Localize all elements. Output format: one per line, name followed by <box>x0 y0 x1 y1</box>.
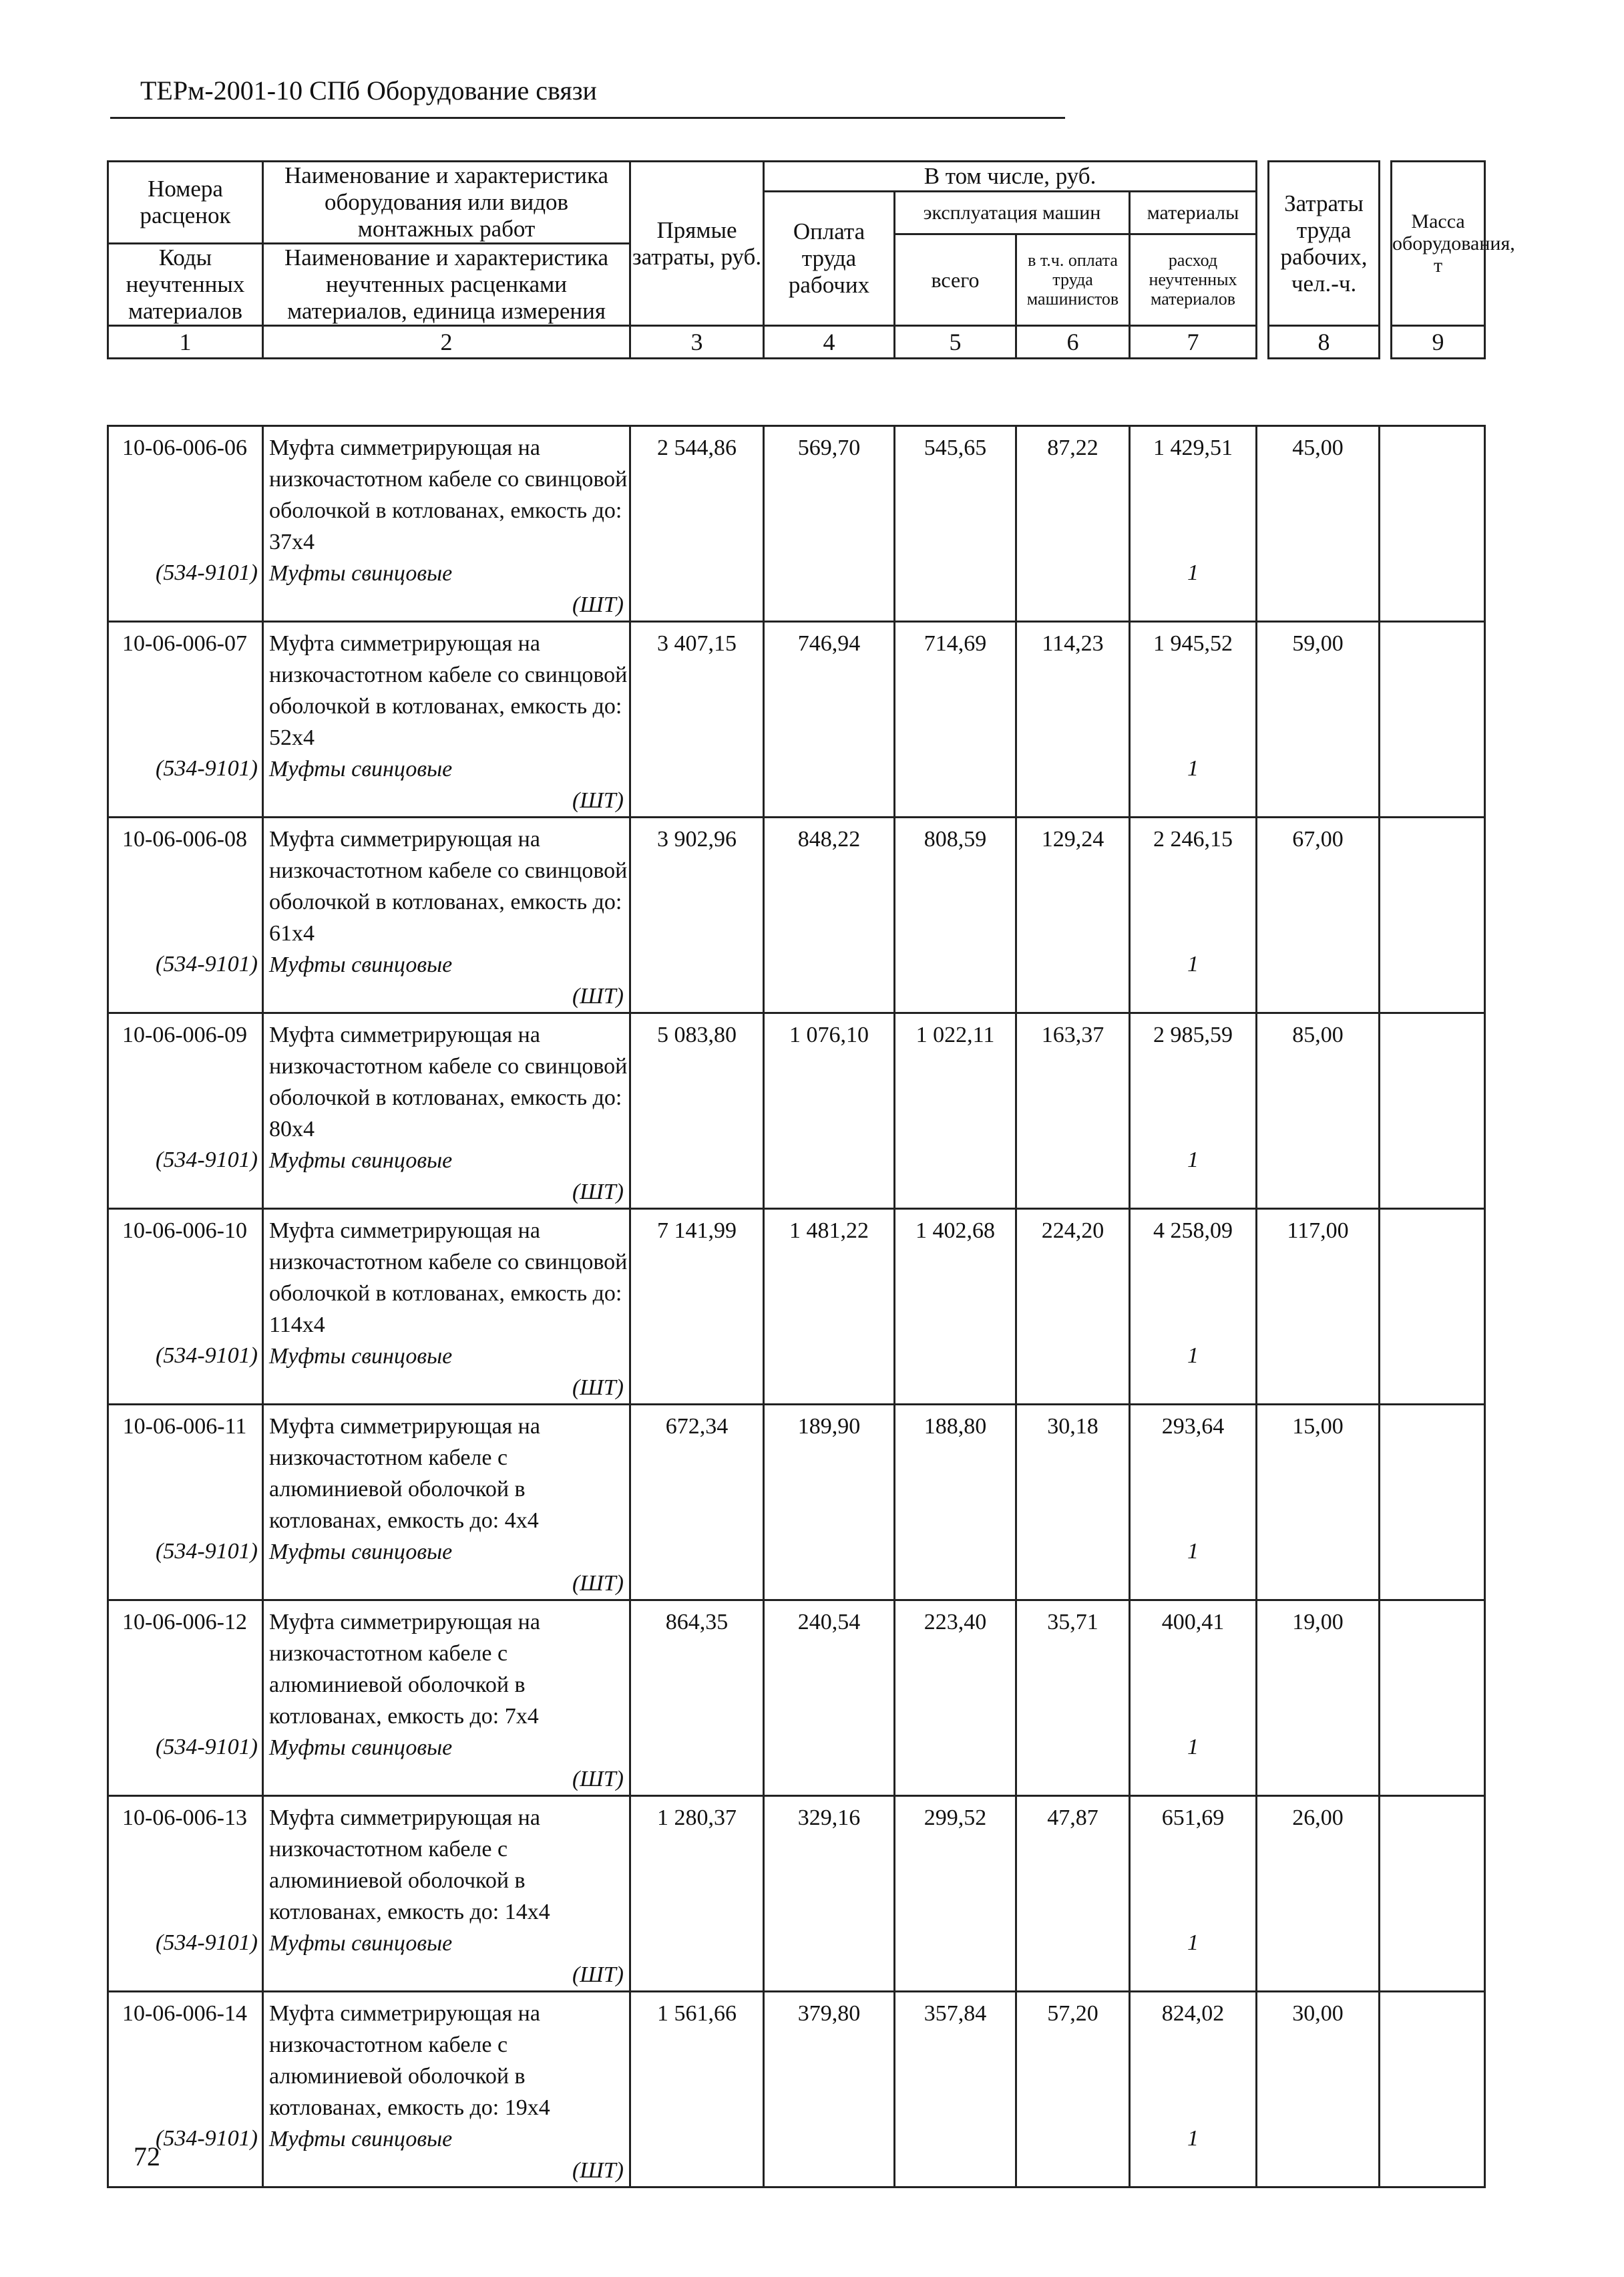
equipment-mass <box>1380 1796 1485 1992</box>
col-num: 5 <box>895 326 1016 359</box>
rate-code-cell <box>108 1013 263 1209</box>
material-quantity: 1 <box>1187 1148 1199 1172</box>
description-cell <box>263 1405 630 1600</box>
table-row <box>108 1600 1485 1796</box>
machines-total: 1 402,68 <box>895 1209 1016 1405</box>
rate-code: 10-06-006-06 <box>122 435 247 460</box>
material-unit: (ШТ) <box>572 788 624 813</box>
col-num: 8 <box>1269 326 1380 359</box>
machines-total: 808,59 <box>895 818 1016 1013</box>
material-name: Муфты свинцовые <box>269 1735 453 1760</box>
work-description: Муфта симметрирующая на низкочастотном кабеле с алюминиевой оболочкой в котлованах, емкость до: 14х4 <box>269 1805 550 1924</box>
machines-total: 714,69 <box>895 622 1016 818</box>
machines-total: 1 022,11 <box>895 1013 1016 1209</box>
labor-pay: 1 481,22 <box>764 1209 895 1405</box>
table-row <box>108 1209 1485 1405</box>
table-row <box>108 1992 1485 2187</box>
material-unit: (ШТ) <box>572 1375 624 1400</box>
description-cell <box>263 1600 630 1796</box>
work-description: Муфта симметрирующая на низкочастотном кабеле со свинцовой оболочкой в котлованах, емкость до: 52х4 <box>269 631 628 750</box>
materials-cost: 1 945,52 <box>1153 631 1233 656</box>
header-name-top: Наименование и характеристика оборудования или видов монтажных работ <box>263 162 630 244</box>
materials-cost: 4 258,09 <box>1153 1218 1233 1243</box>
direct-costs: 672,34 <box>630 1405 764 1600</box>
table-row <box>108 1405 1485 1600</box>
header-machines: эксплуатация машин <box>895 192 1130 234</box>
description-cell <box>263 1013 630 1209</box>
machinist-pay: 114,23 <box>1016 622 1130 818</box>
rate-code-cell <box>108 1992 263 2187</box>
labor-hours: 85,00 <box>1257 1013 1380 1209</box>
labor-hours: 19,00 <box>1257 1600 1380 1796</box>
table-row <box>108 1013 1485 1209</box>
rate-code: 10-06-006-14 <box>122 2001 247 2026</box>
col-num: 9 <box>1392 326 1485 359</box>
materials-cell <box>1130 426 1257 622</box>
material-name: Муфты свинцовые <box>269 952 453 977</box>
material-code: (534-9101) <box>156 1148 258 1172</box>
equipment-mass <box>1380 1405 1485 1600</box>
col-num: 7 <box>1130 326 1257 359</box>
equipment-mass <box>1380 1992 1485 2187</box>
labor-pay: 189,90 <box>764 1405 895 1600</box>
machines-total: 223,40 <box>895 1600 1016 1796</box>
equipment-mass <box>1380 818 1485 1013</box>
machinist-pay: 129,24 <box>1016 818 1130 1013</box>
header-group: В том числе, руб. <box>764 162 1257 192</box>
header-code-top: Номера расценок <box>108 162 263 244</box>
equipment-mass <box>1380 1209 1485 1405</box>
work-description: Муфта симметрирующая на низкочастотном кабеле со свинцовой оболочкой в котлованах, емкость до: 37х4 <box>269 435 628 554</box>
description-cell <box>263 818 630 1013</box>
material-quantity: 1 <box>1187 1930 1199 1955</box>
header-table <box>107 160 1515 359</box>
labor-hours: 30,00 <box>1257 1992 1380 2187</box>
table-row <box>108 818 1485 1013</box>
rate-code-cell <box>108 426 263 622</box>
materials-cost: 1 429,51 <box>1153 435 1233 460</box>
rate-code: 10-06-006-13 <box>122 1805 247 1830</box>
direct-costs: 3 902,96 <box>630 818 764 1013</box>
materials-cell <box>1130 1405 1257 1600</box>
direct-costs: 3 407,15 <box>630 622 764 818</box>
material-name: Муфты свинцовые <box>269 757 453 781</box>
labor-pay: 569,70 <box>764 426 895 622</box>
header-mass: Масса оборудования, т <box>1392 162 1485 326</box>
materials-cell <box>1130 818 1257 1013</box>
machinist-pay: 35,71 <box>1016 1600 1130 1796</box>
materials-cost: 2 985,59 <box>1153 1023 1233 1047</box>
header-labor-pay: Оплата труда рабочих <box>764 192 895 326</box>
table-row <box>108 622 1485 818</box>
labor-hours: 59,00 <box>1257 622 1380 818</box>
machinist-pay: 57,20 <box>1016 1992 1130 2187</box>
machinist-pay: 87,22 <box>1016 426 1130 622</box>
equipment-mass <box>1380 622 1485 818</box>
materials-cell <box>1130 1209 1257 1405</box>
col-num: 4 <box>764 326 895 359</box>
description-cell <box>263 426 630 622</box>
work-description: Муфта симметрирующая на низкочастотном кабеле с алюминиевой оболочкой в котлованах, емкость до: 19х4 <box>269 2001 550 2120</box>
materials-cost: 400,41 <box>1161 1610 1225 1634</box>
material-unit: (ШТ) <box>572 1767 624 1791</box>
material-unit: (ШТ) <box>572 1571 624 1596</box>
machinist-pay: 30,18 <box>1016 1405 1130 1600</box>
page-number: 72 <box>134 2141 160 2171</box>
header-materials: материалы <box>1130 192 1257 234</box>
materials-cell <box>1130 1992 1257 2187</box>
material-unit: (ШТ) <box>572 592 624 617</box>
title-rule <box>110 117 1065 119</box>
rate-code: 10-06-006-12 <box>122 1610 247 1634</box>
machines-total: 299,52 <box>895 1796 1016 1992</box>
labor-hours: 117,00 <box>1257 1209 1380 1405</box>
rate-code-cell <box>108 1405 263 1600</box>
material-unit: (ШТ) <box>572 2158 624 2183</box>
labor-pay: 379,80 <box>764 1992 895 2187</box>
material-code: (534-9101) <box>156 2126 258 2151</box>
description-cell <box>263 622 630 818</box>
description-cell <box>263 1992 630 2187</box>
description-cell <box>263 1796 630 1992</box>
col-num: 3 <box>630 326 764 359</box>
header-name-bottom: Наименование и характеристика неучтенных расценками материалов, единица измерения <box>263 244 630 326</box>
labor-pay: 240,54 <box>764 1600 895 1796</box>
machines-total: 188,80 <box>895 1405 1016 1600</box>
labor-pay: 1 076,10 <box>764 1013 895 1209</box>
direct-costs: 2 544,86 <box>630 426 764 622</box>
header-code-bottom: Коды неучтенных материалов <box>108 244 263 326</box>
equipment-mass <box>1380 1600 1485 1796</box>
material-unit: (ШТ) <box>572 1962 624 1987</box>
labor-hours: 67,00 <box>1257 818 1380 1013</box>
material-name: Муфты свинцовые <box>269 1148 453 1173</box>
labor-hours: 45,00 <box>1257 426 1380 622</box>
material-quantity: 1 <box>1187 1539 1199 1564</box>
material-code: (534-9101) <box>156 1343 258 1368</box>
materials-cost: 293,64 <box>1161 1414 1225 1439</box>
material-quantity: 1 <box>1187 1735 1199 1759</box>
page-title: ТЕРм-2001-10 СПб Оборудование связи <box>140 75 597 106</box>
material-name: Муфты свинцовые <box>269 1931 453 1956</box>
labor-pay: 848,22 <box>764 818 895 1013</box>
direct-costs: 5 083,80 <box>630 1013 764 1209</box>
rate-code-cell <box>108 818 263 1013</box>
material-name: Муфты свинцовые <box>269 1540 453 1564</box>
rate-code-cell <box>108 1600 263 1796</box>
rates-table <box>107 425 1486 2188</box>
material-code: (534-9101) <box>156 560 258 585</box>
rate-code: 10-06-006-11 <box>122 1414 247 1439</box>
direct-costs: 864,35 <box>630 1600 764 1796</box>
material-code: (534-9101) <box>156 1539 258 1564</box>
table-row <box>108 426 1485 622</box>
direct-costs: 7 141,99 <box>630 1209 764 1405</box>
material-code: (534-9101) <box>156 952 258 977</box>
material-quantity: 1 <box>1187 560 1199 585</box>
rate-code: 10-06-006-10 <box>122 1218 247 1243</box>
materials-cell <box>1130 1796 1257 1992</box>
work-description: Муфта симметрирующая на низкочастотном кабеле со свинцовой оболочкой в котлованах, емкость до: 114х4 <box>269 1218 628 1337</box>
materials-cell <box>1130 1600 1257 1796</box>
rate-code: 10-06-006-08 <box>122 827 247 852</box>
machinist-pay: 163,37 <box>1016 1013 1130 1209</box>
col-num: 2 <box>263 326 630 359</box>
col-num: 6 <box>1016 326 1130 359</box>
material-name: Муфты свинцовые <box>269 561 453 586</box>
material-unit: (ШТ) <box>572 1180 624 1204</box>
rate-code-cell <box>108 1796 263 1992</box>
col-num: 1 <box>108 326 263 359</box>
equipment-mass <box>1380 1013 1485 1209</box>
material-code: (534-9101) <box>156 1930 258 1955</box>
work-description: Муфта симметрирующая на низкочастотном кабеле с алюминиевой оболочкой в котлованах, емкость до: 4х4 <box>269 1414 540 1533</box>
material-name: Муфты свинцовые <box>269 2127 453 2151</box>
work-description: Муфта симметрирующая на низкочастотном кабеле со свинцовой оболочкой в котлованах, емкость до: 61х4 <box>269 827 628 946</box>
labor-hours: 26,00 <box>1257 1796 1380 1992</box>
material-quantity: 1 <box>1187 952 1199 977</box>
materials-cell <box>1130 1013 1257 1209</box>
machinist-pay: 47,87 <box>1016 1796 1130 1992</box>
labor-pay: 329,16 <box>764 1796 895 1992</box>
material-quantity: 1 <box>1187 756 1199 781</box>
work-description: Муфта симметрирующая на низкочастотном кабеле со свинцовой оболочкой в котлованах, емкость до: 80х4 <box>269 1023 628 1142</box>
header-labor-hours: Затраты труда рабочих, чел.-ч. <box>1269 162 1380 326</box>
material-code: (534-9101) <box>156 756 258 781</box>
material-unit: (ШТ) <box>572 984 624 1009</box>
material-code: (534-9101) <box>156 1735 258 1759</box>
labor-pay: 746,94 <box>764 622 895 818</box>
header-machines-total: всего <box>895 234 1016 326</box>
work-description: Муфта симметрирующая на низкочастотном кабеле с алюминиевой оболочкой в котлованах, емкость до: 7х4 <box>269 1610 540 1729</box>
table-row <box>108 1796 1485 1992</box>
equipment-mass <box>1380 426 1485 622</box>
labor-hours: 15,00 <box>1257 1405 1380 1600</box>
direct-costs: 1 280,37 <box>630 1796 764 1992</box>
header-direct-costs: Прямые затраты, руб. <box>630 162 764 326</box>
materials-cost: 824,02 <box>1161 2001 1225 2026</box>
header-machinist-pay: в т.ч. оплата труда машинистов <box>1016 234 1130 326</box>
machinist-pay: 224,20 <box>1016 1209 1130 1405</box>
material-quantity: 1 <box>1187 2126 1199 2151</box>
machines-total: 357,84 <box>895 1992 1016 2187</box>
materials-cell <box>1130 622 1257 818</box>
rate-code: 10-06-006-07 <box>122 631 247 656</box>
materials-cost: 651,69 <box>1161 1805 1225 1830</box>
header-material-usage: расход неучтенных материалов <box>1130 234 1257 326</box>
material-name: Муфты свинцовые <box>269 1344 453 1369</box>
rate-code: 10-06-006-09 <box>122 1023 247 1047</box>
machines-total: 545,65 <box>895 426 1016 622</box>
materials-cost: 2 246,15 <box>1153 827 1233 852</box>
rate-code-cell <box>108 622 263 818</box>
description-cell <box>263 1209 630 1405</box>
material-quantity: 1 <box>1187 1343 1199 1368</box>
direct-costs: 1 561,66 <box>630 1992 764 2187</box>
rate-code-cell <box>108 1209 263 1405</box>
